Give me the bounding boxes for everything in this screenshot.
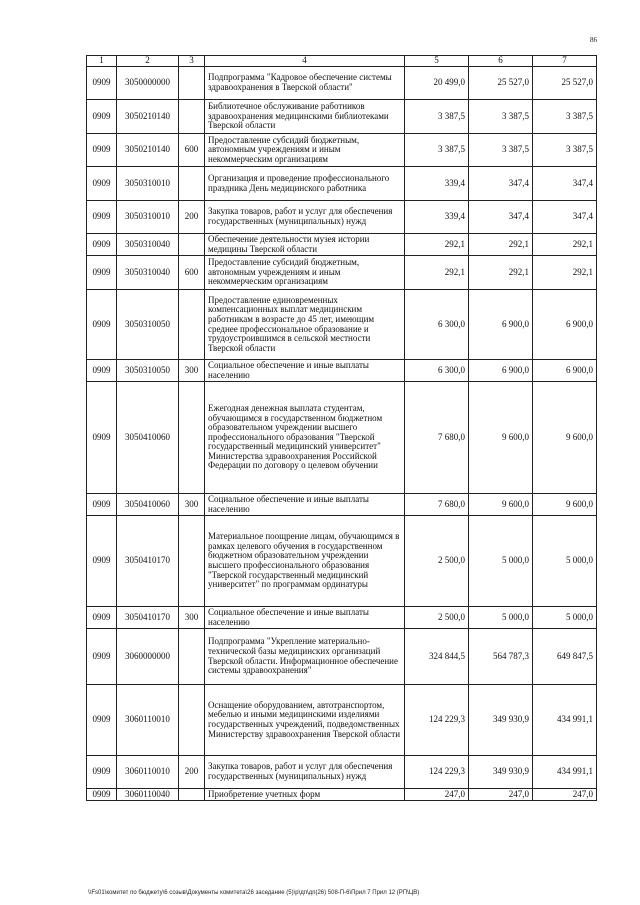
amount-year3-cell: 247,0 — [533, 789, 597, 801]
amount-year2-cell: 349 930,9 — [469, 685, 533, 756]
amount-year2-cell: 292,1 — [469, 256, 533, 290]
amount-year2-cell: 5 000,0 — [469, 607, 533, 629]
target-code-cell: 3060000000 — [117, 629, 179, 685]
target-code-cell: 3050310040 — [117, 256, 179, 290]
table-row — [87, 167, 597, 201]
description-cell: Социальное обеспечение и иные выплаты населению — [205, 494, 405, 516]
expense-type-cell: 600 — [179, 134, 205, 167]
table-row — [87, 685, 597, 756]
expense-type-cell — [179, 516, 205, 607]
section-code-cell: 0909 — [87, 607, 117, 629]
amount-year3-cell: 6 900,0 — [533, 290, 597, 360]
column-header: 4 — [205, 56, 405, 67]
expense-type-cell: 200 — [179, 756, 205, 789]
description-cell: Подпрограмма "Кадровое обеспечение системы здравоохранения в Тверской области" — [205, 67, 405, 100]
amount-year3-cell: 649 847,5 — [533, 629, 597, 685]
amount-year1-cell: 20 499,0 — [405, 67, 469, 100]
section-code-cell: 0909 — [87, 201, 117, 234]
amount-year1-cell: 339,4 — [405, 167, 469, 201]
description-cell: Приобретение учетных форм — [205, 789, 405, 801]
table-row — [87, 360, 597, 382]
table-row — [87, 494, 597, 516]
amount-year3-cell: 6 900,0 — [533, 360, 597, 382]
amount-year2-cell: 292,1 — [469, 234, 533, 256]
amount-year2-cell: 564 787,3 — [469, 629, 533, 685]
amount-year3-cell: 5 000,0 — [533, 516, 597, 607]
amount-year1-cell: 292,1 — [405, 256, 469, 290]
amount-year2-cell: 5 000,0 — [469, 516, 533, 607]
header-row — [87, 56, 597, 67]
expense-type-cell — [179, 789, 205, 801]
table-row — [87, 607, 597, 629]
section-code-cell: 0909 — [87, 516, 117, 607]
target-code-cell: 3060110010 — [117, 685, 179, 756]
amount-year3-cell: 3 387,5 — [533, 100, 597, 134]
expense-type-cell — [179, 685, 205, 756]
footer-file-path: \\Fs01\комитет по бюджету\6 созыв\Документы комитета\26 заседание (5)\р\дп\дп(26) 508-П-6\Прил 7 Прил 12 (РП\ЦВ) — [88, 890, 420, 896]
amount-year3-cell: 9 600,0 — [533, 494, 597, 516]
target-code-cell: 3050410060 — [117, 494, 179, 516]
description-cell: Подпрограмма "Укрепление материально-технической базы медицинских организаций Тверской области. Информационное обеспечение системы здравоохранения" — [205, 629, 405, 685]
amount-year3-cell: 434 991,1 — [533, 756, 597, 789]
section-code-cell: 0909 — [87, 789, 117, 801]
table-row — [87, 382, 597, 494]
column-header: 5 — [405, 56, 469, 67]
amount-year1-cell: 247,0 — [405, 789, 469, 801]
section-code-cell: 0909 — [87, 629, 117, 685]
amount-year2-cell: 6 900,0 — [469, 290, 533, 360]
table-row — [87, 234, 597, 256]
amount-year2-cell: 347,4 — [469, 167, 533, 201]
section-code-cell: 0909 — [87, 234, 117, 256]
section-code-cell: 0909 — [87, 134, 117, 167]
amount-year1-cell: 124 229,3 — [405, 685, 469, 756]
description-cell: Обеспечение деятельности музея истории медицины Тверской области — [205, 234, 405, 256]
table-row — [87, 629, 597, 685]
target-code-cell: 3060110040 — [117, 789, 179, 801]
amount-year2-cell: 349 930,9 — [469, 756, 533, 789]
description-cell: Закупка товаров, работ и услуг для обеспечения государственных (муниципальных) нужд — [205, 756, 405, 789]
table-row — [87, 67, 597, 100]
amount-year3-cell: 292,1 — [533, 256, 597, 290]
table-row — [87, 256, 597, 290]
target-code-cell: 3060110010 — [117, 756, 179, 789]
target-code-cell: 3050000000 — [117, 67, 179, 100]
amount-year1-cell: 124 229,3 — [405, 756, 469, 789]
column-header: 2 — [117, 56, 179, 67]
amount-year2-cell: 9 600,0 — [469, 382, 533, 494]
amount-year2-cell: 3 387,5 — [469, 100, 533, 134]
target-code-cell: 3050410170 — [117, 516, 179, 607]
description-cell: Закупка товаров, работ и услуг для обеспечения государственных (муниципальных) нужд — [205, 201, 405, 234]
amount-year1-cell: 2 500,0 — [405, 516, 469, 607]
target-code-cell: 3050310040 — [117, 234, 179, 256]
column-header: 6 — [469, 56, 533, 67]
amount-year2-cell: 25 527,0 — [469, 67, 533, 100]
expense-type-cell — [179, 67, 205, 100]
description-cell: Социальное обеспечение и иные выплаты населению — [205, 607, 405, 629]
description-cell: Предоставление субсидий бюджетным, автономным учреждениям и иным некоммерческим организациям — [205, 134, 405, 167]
amount-year2-cell: 3 387,5 — [469, 134, 533, 167]
expense-type-cell — [179, 100, 205, 134]
target-code-cell: 3050410170 — [117, 607, 179, 629]
amount-year2-cell: 9 600,0 — [469, 494, 533, 516]
amount-year1-cell: 3 387,5 — [405, 100, 469, 134]
table-row — [87, 290, 597, 360]
amount-year1-cell: 7 680,0 — [405, 494, 469, 516]
table-row — [87, 789, 597, 801]
budget-table — [86, 55, 597, 801]
amount-year3-cell: 3 387,5 — [533, 134, 597, 167]
amount-year3-cell: 347,4 — [533, 201, 597, 234]
section-code-cell: 0909 — [87, 290, 117, 360]
expense-type-cell: 300 — [179, 607, 205, 629]
amount-year3-cell: 5 000,0 — [533, 607, 597, 629]
amount-year3-cell: 347,4 — [533, 167, 597, 201]
amount-year1-cell: 7 680,0 — [405, 382, 469, 494]
expense-type-cell: 600 — [179, 256, 205, 290]
amount-year1-cell: 6 300,0 — [405, 360, 469, 382]
description-cell: Предоставление субсидий бюджетным, автономным учреждениям и иным некоммерческим организациям — [205, 256, 405, 290]
amount-year2-cell: 347,4 — [469, 201, 533, 234]
section-code-cell: 0909 — [87, 256, 117, 290]
expense-type-cell — [179, 382, 205, 494]
amount-year1-cell: 292,1 — [405, 234, 469, 256]
column-header: 7 — [533, 56, 597, 67]
amount-year1-cell: 324 844,5 — [405, 629, 469, 685]
description-cell: Ежегодная денежная выплата студентам, обучающимся в государственном бюджетном образовательном учреждении высшего профессионального образования "Тверской государственный медицинский университет" Министерства здравоохранения Российской Федерации по договору о целевом обучении — [205, 382, 405, 494]
column-header: 3 — [179, 56, 205, 67]
table-row — [87, 100, 597, 134]
expense-type-cell: 200 — [179, 201, 205, 234]
section-code-cell: 0909 — [87, 494, 117, 516]
section-code-cell: 0909 — [87, 756, 117, 789]
amount-year3-cell: 9 600,0 — [533, 382, 597, 494]
column-header: 1 — [87, 56, 117, 67]
section-code-cell: 0909 — [87, 67, 117, 100]
expense-type-cell: 300 — [179, 494, 205, 516]
description-cell: Организация и проведение профессионального праздника День медицинского работника — [205, 167, 405, 201]
section-code-cell: 0909 — [87, 382, 117, 494]
description-cell: Материальное поощрение лицам, обучающимся в рамках целевого обучения в государственном бюджетном образовательном учреждении высшего профессионального образования "Тверской государственный медицинский университет" по программам ординатуры — [205, 516, 405, 607]
table-row — [87, 134, 597, 167]
page-number: 86 — [590, 36, 597, 44]
expense-type-cell: 300 — [179, 360, 205, 382]
table-row — [87, 516, 597, 607]
amount-year3-cell: 292,1 — [533, 234, 597, 256]
description-cell: Предоставление единовременных компенсационных выплат медицинским работникам в возрасте до 45 лет, имеющим среднее профессиональное образование и трудоустроившимся в сельской местности Тверской области — [205, 290, 405, 360]
expense-type-cell — [179, 167, 205, 201]
target-code-cell: 3050210140 — [117, 134, 179, 167]
section-code-cell: 0909 — [87, 100, 117, 134]
table-row — [87, 201, 597, 234]
target-code-cell: 3050310010 — [117, 201, 179, 234]
expense-type-cell — [179, 234, 205, 256]
target-code-cell: 3050210140 — [117, 100, 179, 134]
section-code-cell: 0909 — [87, 685, 117, 756]
amount-year1-cell: 3 387,5 — [405, 134, 469, 167]
amount-year2-cell: 6 900,0 — [469, 360, 533, 382]
target-code-cell: 3050310010 — [117, 167, 179, 201]
amount-year1-cell: 2 500,0 — [405, 607, 469, 629]
description-cell: Оснащение оборудованием, автотранспортом, мебелью и иными медицинскими изделиями государственных учреждений, подведомственных Министерству здравоохранения Тверской области — [205, 685, 405, 756]
description-cell: Социальное обеспечение и иные выплаты населению — [205, 360, 405, 382]
expense-type-cell — [179, 290, 205, 360]
section-code-cell: 0909 — [87, 360, 117, 382]
table-row — [87, 756, 597, 789]
target-code-cell: 3050310050 — [117, 290, 179, 360]
amount-year3-cell: 434 991,1 — [533, 685, 597, 756]
amount-year1-cell: 339,4 — [405, 201, 469, 234]
expense-type-cell — [179, 629, 205, 685]
amount-year1-cell: 6 300,0 — [405, 290, 469, 360]
amount-year3-cell: 25 527,0 — [533, 67, 597, 100]
section-code-cell: 0909 — [87, 167, 117, 201]
amount-year2-cell: 247,0 — [469, 789, 533, 801]
target-code-cell: 3050310050 — [117, 360, 179, 382]
target-code-cell: 3050410060 — [117, 382, 179, 494]
description-cell: Библиотечное обслуживание работников здравоохранения медицинскими библиотеками Тверской области — [205, 100, 405, 134]
